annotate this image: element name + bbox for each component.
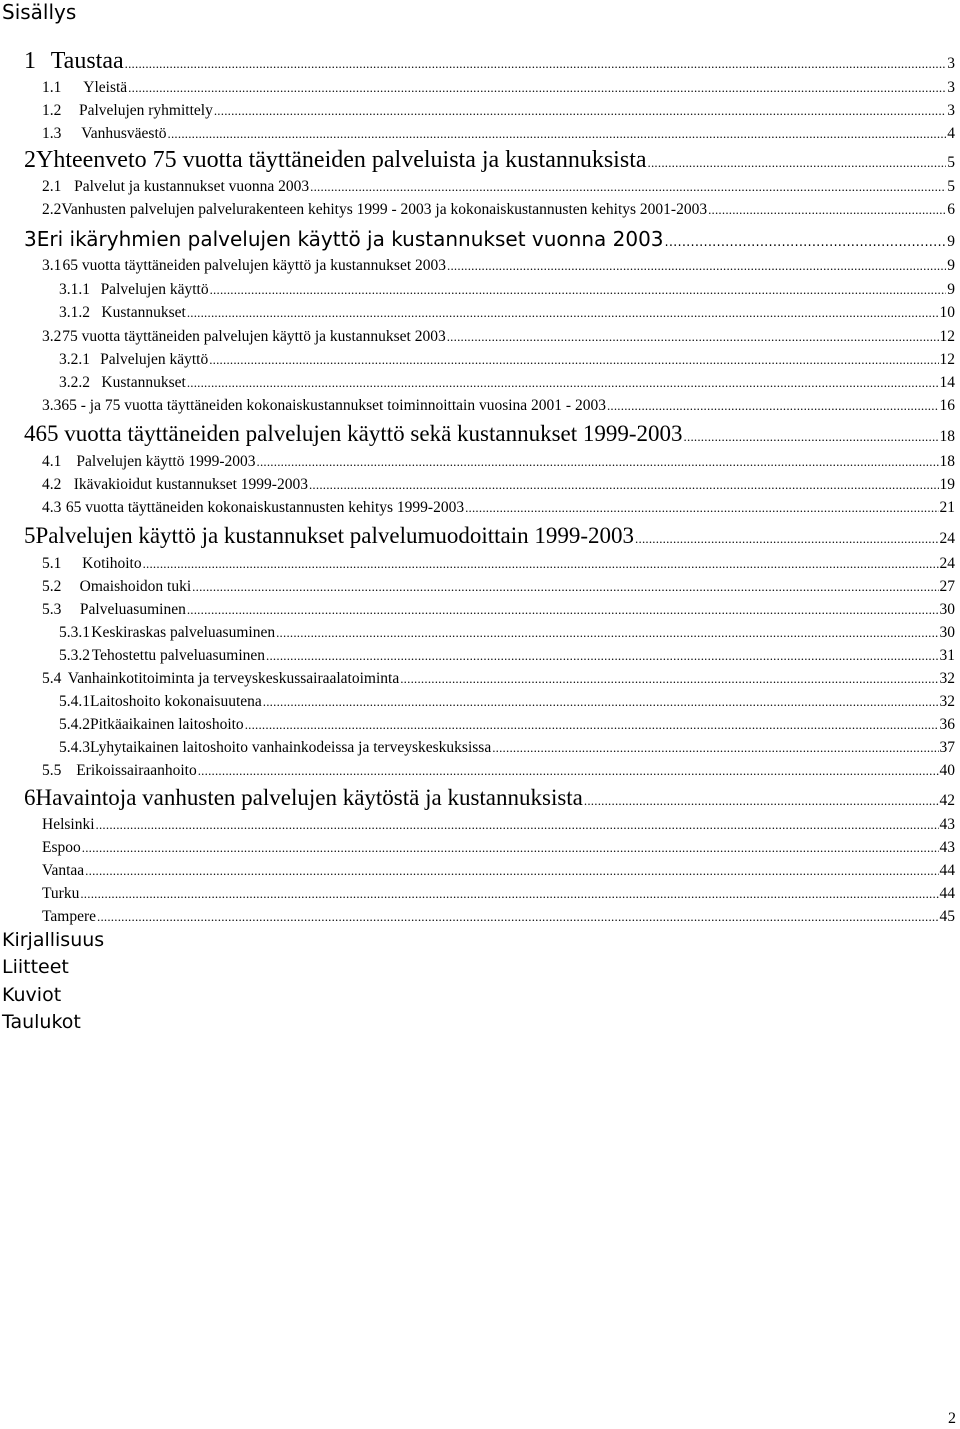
toc-number: 3.3 — [42, 397, 62, 414]
toc-number: 3.1.2 — [59, 304, 90, 321]
toc-page: 37 — [939, 739, 955, 756]
toc-title: Palvelujen käyttö — [100, 281, 209, 298]
toc-entry[interactable] — [42, 178, 955, 196]
toc-number: 5.4.2 — [59, 716, 90, 733]
toc-title: Tehostettu palveluasuminen — [91, 647, 266, 664]
toc-entry[interactable] — [59, 351, 955, 369]
toc-page: 24 — [939, 555, 955, 572]
toc-entry[interactable] — [42, 555, 955, 573]
toc-page: 32 — [939, 693, 955, 710]
toc-entry[interactable] — [42, 885, 955, 903]
toc-page: 27 — [939, 578, 955, 595]
toc-number: 5.3.1 — [59, 624, 90, 641]
toc-number: 3.2 — [42, 328, 62, 345]
toc-page: 24 — [939, 530, 955, 547]
toc-entry[interactable] — [59, 304, 955, 322]
toc-title: Omaishoidon tuki — [79, 578, 192, 595]
toc-page: 43 — [939, 816, 955, 833]
toc-page: 36 — [939, 716, 955, 733]
toc-entry[interactable] — [24, 227, 955, 251]
toc-entry[interactable] — [24, 523, 955, 549]
toc-title: Helsinki — [42, 816, 95, 833]
toc-entry[interactable] — [59, 624, 955, 642]
toc-page: 6 — [947, 201, 955, 218]
toc-page: 5 — [947, 178, 955, 195]
toc-number: 5.2 — [42, 578, 62, 595]
toc-page: 31 — [939, 647, 955, 664]
toc-entry[interactable] — [42, 453, 955, 471]
toc-page: 30 — [939, 624, 955, 641]
toc-title: Eri ikäryhmien palvelujen käyttö ja kustannukset vuonna 2003 — [36, 227, 664, 251]
toc-title: Yleistä — [83, 79, 128, 96]
toc-page: 3 — [947, 102, 955, 119]
toc-title: Lyhytaikainen laitoshoito vanhainkodeissa ja terveyskeskuksissa — [90, 739, 492, 756]
toc-number: 5.1 — [42, 555, 62, 572]
toc-page: 10 — [939, 304, 955, 321]
toc-title: 65 vuotta täyttäneiden palvelujen käyttö ja kustannukset 2003 — [62, 257, 447, 274]
toc-page: 19 — [939, 476, 955, 493]
toc-page: 44 — [939, 862, 955, 879]
toc-title: Ikävakioidut kustannukset 1999-2003 — [73, 476, 308, 493]
toc-entry[interactable] — [42, 257, 955, 275]
toc-number: 1.2 — [42, 102, 62, 119]
page-title: Sisällys — [2, 0, 77, 24]
toc-page: 4 — [947, 125, 955, 142]
toc-page: 12 — [939, 351, 955, 368]
toc-title: Palvelut ja kustannukset vuonna 2003 — [74, 178, 310, 195]
toc-page: 9 — [947, 257, 955, 274]
toc-number: 3.1 — [42, 257, 62, 274]
toc-entry[interactable] — [24, 421, 955, 447]
toc-entry[interactable] — [42, 79, 955, 97]
appendix-item-kirjallisuus[interactable]: Kirjallisuus — [2, 929, 105, 951]
toc-title: Vanhusten palvelujen palvelurakenteen kehitys 1999 - 2003 ja kokonaiskustannusten kehitys 2001-2003 — [61, 201, 708, 218]
toc-entry[interactable] — [42, 102, 955, 120]
toc-page: 9 — [947, 233, 955, 250]
toc-entry[interactable] — [42, 397, 955, 415]
toc-page: 30 — [939, 601, 955, 618]
toc-entry[interactable] — [24, 785, 955, 811]
toc-entry[interactable] — [42, 839, 955, 857]
toc-number: 2.1 — [42, 178, 62, 195]
toc-title: 75 vuotta täyttäneiden palvelujen käyttö ja kustannukset 2003 — [62, 328, 446, 345]
toc-entry[interactable] — [59, 281, 955, 299]
toc-title: Taustaa — [50, 48, 124, 74]
toc-number: 4.1 — [42, 453, 62, 470]
toc-title: Kotihoito — [82, 555, 142, 572]
toc-entry[interactable] — [42, 499, 955, 517]
toc-number: 3.1.1 — [59, 281, 90, 298]
toc-title: Yhteenveto 75 vuotta täyttäneiden palveluista ja kustannuksista — [36, 147, 647, 173]
toc-page: 44 — [939, 885, 955, 902]
toc-entry[interactable] — [42, 201, 955, 219]
toc-entry[interactable] — [42, 670, 955, 688]
toc-number: 5.4.3 — [59, 739, 90, 756]
appendix-item-taulukot[interactable]: Taulukot — [2, 1010, 81, 1033]
toc-title: Kustannukset — [101, 374, 186, 391]
toc-number: 3.2.2 — [59, 374, 90, 391]
toc-number: 4 — [24, 421, 36, 446]
appendix-item-kuviot[interactable]: Kuviot — [2, 983, 62, 1006]
toc-page: 21 — [939, 499, 955, 516]
toc-number: 5.5 — [42, 762, 62, 779]
toc-title: Vanhainkotitoiminta ja terveyskeskussairaalatoiminta — [67, 670, 400, 687]
toc-title: Tampere — [42, 908, 96, 925]
toc-entry[interactable] — [42, 125, 955, 143]
toc-title: Vanhusväestö — [81, 125, 167, 142]
toc-title: Laitoshoito kokonaisuutena — [90, 693, 262, 710]
toc-title: Pitkäaikainen laitoshoito — [90, 716, 244, 733]
toc-entry[interactable] — [59, 647, 955, 665]
toc-entry[interactable] — [42, 816, 955, 834]
toc-entry[interactable] — [42, 328, 955, 346]
page-number: 2 — [948, 1410, 956, 1427]
toc-number: 5.3.2 — [59, 647, 90, 664]
toc-page: 12 — [939, 328, 955, 345]
toc-entry[interactable] — [24, 48, 955, 75]
toc-page: 3 — [947, 79, 955, 96]
toc-entry[interactable] — [59, 739, 955, 757]
toc-entry[interactable] — [42, 578, 955, 596]
toc-number: 3 — [24, 227, 37, 251]
toc-entry[interactable] — [24, 147, 955, 174]
toc-title: Havaintoja vanhusten palvelujen käytöstä ja kustannuksista — [35, 785, 583, 810]
toc-title: Espoo — [42, 839, 81, 856]
toc-entry[interactable] — [59, 374, 955, 392]
toc-page: 42 — [939, 792, 955, 809]
toc-page: 32 — [939, 670, 955, 687]
toc-title: Kustannukset — [101, 304, 186, 321]
toc-page: 5 — [947, 154, 955, 171]
toc-title: Keskiraskas palveluasuminen — [91, 624, 276, 641]
toc-page: 18 — [939, 428, 955, 445]
toc-number: 4.2 — [42, 476, 62, 493]
appendix-item-liitteet[interactable]: Liitteet — [2, 956, 69, 979]
toc-page: 45 — [939, 908, 955, 925]
toc-title: 65 - ja 75 vuotta täyttäneiden kokonaiskustannukset toiminnoittain vuosina 2001 - 2003 — [61, 397, 606, 414]
toc-page: 3 — [947, 55, 955, 72]
toc-title: Palvelujen käyttö 1999-2003 — [76, 453, 256, 470]
toc-page: 43 — [939, 839, 955, 856]
toc-page: 9 — [947, 281, 955, 298]
toc-title: Palvelujen käyttö ja kustannukset palvelumuodoittain 1999-2003 — [35, 523, 635, 548]
toc-entry[interactable] — [42, 762, 955, 780]
toc-number: 1 — [24, 48, 36, 74]
toc-number: 1.1 — [42, 79, 62, 96]
toc-number: 5.4.1 — [59, 693, 90, 710]
toc-entry[interactable] — [59, 693, 955, 711]
toc-number: 5.4 — [42, 670, 62, 687]
toc-entry[interactable] — [42, 476, 955, 494]
toc-number: 2 — [24, 147, 36, 173]
toc-page: 18 — [939, 453, 955, 470]
toc-title: Vantaa — [42, 862, 85, 879]
toc-entry[interactable] — [42, 862, 955, 880]
toc-title: 65 vuotta täyttäneiden kokonaiskustannusten kehitys 1999-2003 — [65, 499, 465, 516]
toc-entry[interactable] — [42, 908, 955, 926]
toc-number: 2.2 — [42, 201, 62, 218]
toc-number: 5 — [24, 523, 36, 548]
toc-number: 3.2.1 — [59, 351, 90, 368]
toc-entry[interactable] — [42, 601, 955, 619]
toc-number: 1.3 — [42, 125, 62, 142]
toc-page: 14 — [939, 374, 955, 391]
toc-number: 5.3 — [42, 601, 62, 618]
toc-number: 6 — [24, 785, 36, 810]
toc-page: 16 — [939, 397, 955, 414]
toc-page: 40 — [939, 762, 955, 779]
toc-number: 4.3 — [42, 499, 62, 516]
appendix-list — [2, 927, 104, 1036]
toc-title: Turku — [42, 885, 80, 902]
toc-title: Palvelujen ryhmittely — [78, 102, 213, 119]
toc-title: Palvelujen käyttö — [100, 351, 209, 368]
toc-entry[interactable] — [59, 716, 955, 734]
toc-title: 65 vuotta täyttäneiden palvelujen käyttö sekä kustannukset 1999-2003 — [35, 421, 683, 446]
toc-title: Erikoissairaanhoito — [76, 762, 197, 779]
toc-title: Palveluasuminen — [79, 601, 186, 618]
